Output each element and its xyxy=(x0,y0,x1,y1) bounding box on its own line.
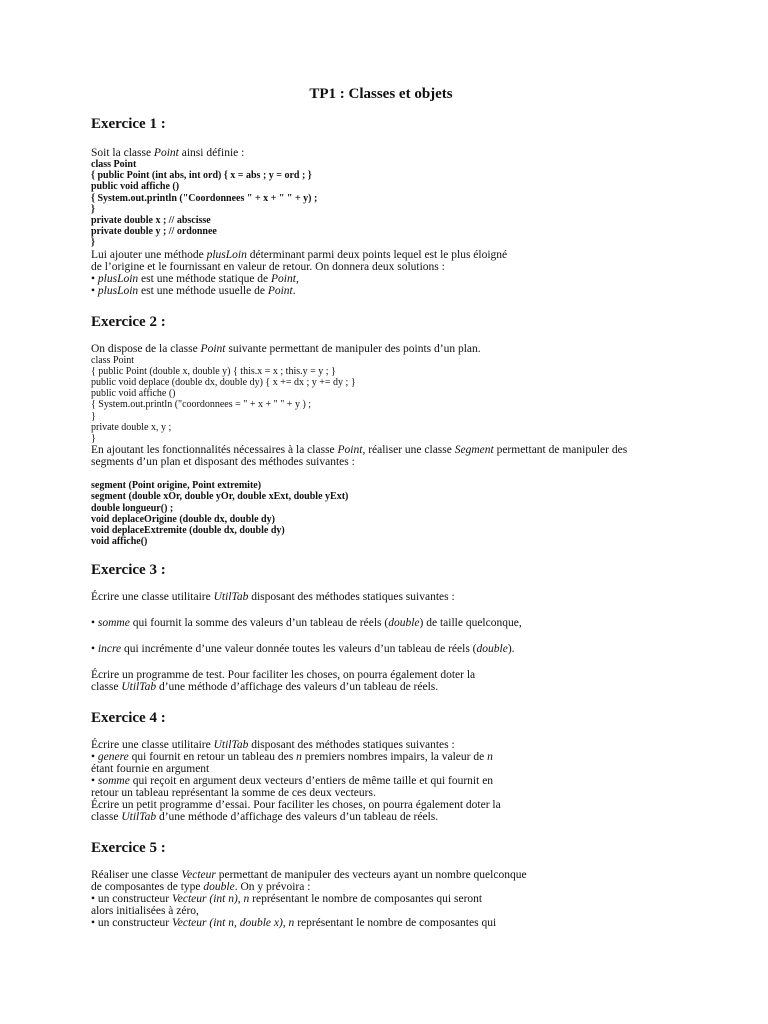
code-line: private double x ; // abscisse xyxy=(91,215,211,227)
code-line: class Point xyxy=(91,159,137,170)
code-line: { public Point (double x, double y) { this.x = x ; this.y = y ; } xyxy=(91,365,336,377)
exercise-5-bullet-2: • un constructeur Vecteur (int n, double x), n représentant le nombre de composantes qui xyxy=(91,917,497,930)
exercise-1-bullet-2: • plusLoin est une méthode usuelle de Point. xyxy=(91,284,296,297)
exercise-2-heading: Exercice 2 : xyxy=(91,313,166,330)
exercise-2-code xyxy=(91,355,651,445)
exercise-5-bullet-1-cont: alors initialisées à zéro, xyxy=(91,905,199,918)
code-line: private double y ; // ordonnee xyxy=(91,226,217,238)
exercise-5-line-1: Réaliser une classe Vecteur permettant de manipuler des vecteurs ayant un nombre quelconque xyxy=(91,869,527,882)
method-signature: void affiche() xyxy=(91,536,148,548)
code-line: public void affiche () xyxy=(91,388,176,400)
method-signature: segment (Point origine, Point extremite) xyxy=(91,480,262,492)
exercise-4-test-line-2: classe UtilTab d’une méthode d’affichage des valeurs d’un tableau de réels. xyxy=(91,811,439,824)
code-line: } xyxy=(91,237,95,249)
exercise-1-heading: Exercice 1 : xyxy=(91,116,166,132)
exercise-4-intro: Écrire une classe utilitaire UtilTab disposant des méthodes statiques suivantes : xyxy=(91,739,455,752)
exercise-5-bullet-1: • un constructeur Vecteur (int n), n représentant le nombre de composantes qui seront xyxy=(91,893,483,906)
exercise-1-bullet-1: • plusLoin est une méthode statique de Point, xyxy=(91,272,299,285)
exercise-3-test-line-2: classe UtilTab d’une méthode d’affichage des valeurs d’un tableau de réels. xyxy=(91,681,439,694)
method-signature: void deplaceExtremite (double dx, double dy) xyxy=(91,525,285,537)
code-line: public void affiche () xyxy=(91,181,180,193)
exercise-3-intro: Écrire une classe utilitaire UtilTab disposant des méthodes statiques suivantes : xyxy=(91,591,455,604)
method-signature: double longueur() ; xyxy=(91,502,174,514)
code-line: private double x, y ; xyxy=(91,421,172,433)
exercise-2-question-line-2: segments d’un plan et disposant des méthodes suivantes : xyxy=(91,456,355,469)
exercise-3-test-line-1: Écrire un programme de test. Pour faciliter les choses, on pourra également doter la xyxy=(91,669,476,682)
method-signature: void deplaceOrigine (double dx, double dy) xyxy=(91,513,275,525)
code-line: { System.out.println ("coordonnees = " + x + " " + y ) ; xyxy=(91,399,312,411)
method-signature: segment (double xOr, double yOr, double xExt, double yExt) xyxy=(91,491,349,503)
exercise-1-code xyxy=(91,159,651,249)
page-title: TP1 : Classes et objets xyxy=(309,86,453,102)
exercise-2-intro: On dispose de la classe Point suivante permettant de manipuler des points d’un plan. xyxy=(91,342,481,355)
exercise-4-bullet-1: • genere qui fournit en retour un tableau des n premiers nombres impairs, la valeur de n xyxy=(91,751,493,764)
exercise-5-heading: Exercice 5 : xyxy=(91,840,166,857)
exercise-4-test-line-1: Écrire un petit programme d’essai. Pour faciliter les choses, on pourra également doter la xyxy=(91,799,501,812)
code-line: } xyxy=(91,433,96,445)
exercise-4-bullet-2: • somme qui reçoit en argument deux vecteurs d’entiers de même taille et qui fournit en xyxy=(91,775,494,788)
code-line: } xyxy=(91,410,96,422)
exercise-2-question-line-1: En ajoutant les fonctionnalités nécessaires à la classe Point, réaliser une classe Segment permettant de manipuler des xyxy=(91,444,628,457)
exercise-4-bullet-1-cont: étant fournie en argument xyxy=(91,763,210,776)
code-line: public void deplace (double dx, double dy) { x += dx ; y += dy ; } xyxy=(91,377,356,389)
exercise-2-methods xyxy=(91,480,651,547)
exercise-4-bullet-2-cont: retour un tableau représentant la somme de ces deux vecteurs. xyxy=(91,787,376,800)
code-line: { System.out.println ("Coordonnees " + x + " " + y) ; xyxy=(91,192,318,204)
exercise-3-bullet-1: • somme qui fournit la somme des valeurs d’un tableau de réels (double) de taille quelconque, xyxy=(91,617,522,630)
exercise-4-heading: Exercice 4 : xyxy=(91,710,166,727)
exercise-1-intro: Soit la classe Point ainsi définie : xyxy=(91,147,245,159)
exercise-1-question-line-2: de l’origine et le fournissant en valeur de retour. On donnera deux solutions : xyxy=(91,260,445,273)
exercise-3-heading: Exercice 3 : xyxy=(91,562,166,579)
exercise-3-bullet-2: • incre qui incrémente d’une valeur donnée toutes les valeurs d’un tableau de réels (double). xyxy=(91,643,515,656)
exercise-1-question-line-1: Lui ajouter une méthode plusLoin déterminant parmi deux points lequel est le plus éloigné xyxy=(91,248,508,261)
code-line: } xyxy=(91,203,95,215)
code-line: class Point xyxy=(91,354,135,366)
document-page xyxy=(91,86,651,929)
code-line: { public Point (int abs, int ord) { x = abs ; y = ord ; } xyxy=(91,170,312,182)
exercise-5-line-2: de composantes de type double. On y prévoira : xyxy=(91,881,311,894)
